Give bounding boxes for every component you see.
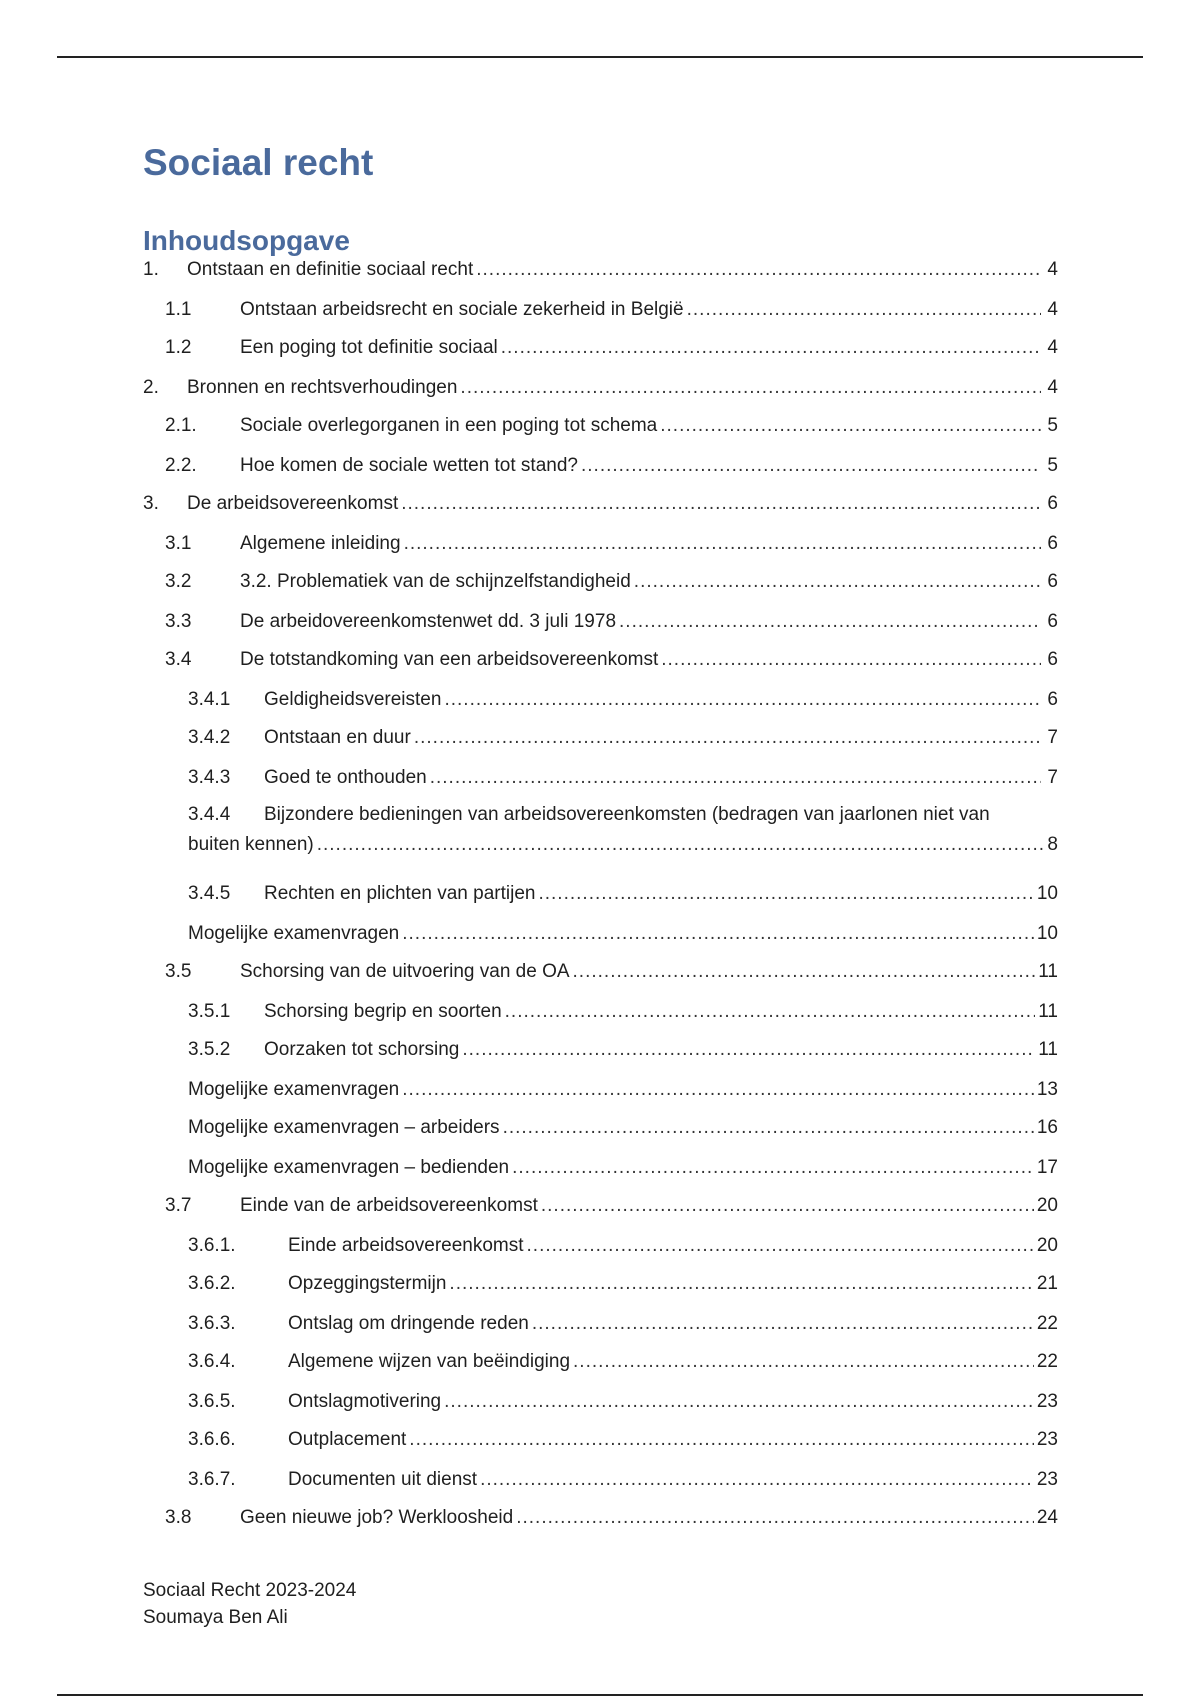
toc-dot-leader (541, 1194, 1034, 1218)
toc-entry[interactable] (143, 1312, 1058, 1336)
toc-entry-page: 6 (1047, 611, 1058, 632)
toc-dot-leader (444, 1390, 1034, 1414)
toc-dot-leader (661, 648, 1041, 672)
toc-entry-title: Schorsing van de uitvoering van de OA (240, 961, 570, 982)
toc-entry[interactable] (143, 610, 1058, 634)
toc-entry-title: Bijzondere bedieningen van arbeidsovereenkomsten (bedragen van jaarlonen niet van (264, 804, 990, 825)
toc-entry[interactable] (143, 1506, 1058, 1530)
toc-entry-number: 3.6.2. (188, 1273, 236, 1294)
toc-entry-number: 3.4.1 (188, 689, 231, 710)
document-title: Sociaal recht (143, 142, 374, 183)
toc-entry-title: Schorsing begrip en soorten (264, 1001, 502, 1022)
toc-entry-title: Mogelijke examenvragen (188, 1079, 400, 1100)
footer-author-line: Soumaya Ben Ali (143, 1607, 288, 1628)
toc-dot-leader (317, 830, 1045, 860)
footer-course-line: Sociaal Recht 2023-2024 (143, 1580, 357, 1601)
toc-entry[interactable] (143, 532, 1058, 556)
toc-dot-leader (402, 1078, 1034, 1102)
page-footer (143, 1577, 356, 1631)
toc-entry[interactable] (143, 1000, 1058, 1024)
toc-entry-number: 3.6.5. (188, 1391, 236, 1412)
toc-entry-page: 5 (1047, 415, 1058, 436)
toc-entry[interactable] (143, 1116, 1058, 1140)
toc-entry-page: 17 (1036, 1157, 1058, 1178)
toc-dot-leader (480, 1468, 1034, 1492)
toc-entry-title: De totstandkoming van een arbeidsovereenkomst (240, 649, 659, 670)
toc-entry-title: Bronnen en rechtsverhoudingen (187, 377, 458, 398)
toc-entry-page: 4 (1047, 259, 1058, 280)
toc-entry-page: 11 (1038, 1001, 1058, 1022)
toc-entry-page: 6 (1047, 649, 1058, 670)
toc-dot-leader (634, 570, 1041, 594)
toc-entry-page: 23 (1036, 1391, 1058, 1412)
toc-entry-number: 3.7 (165, 1195, 192, 1216)
toc-entry-title: Mogelijke examenvragen (188, 923, 400, 944)
toc-entry[interactable] (143, 688, 1058, 712)
toc-entry-title: Goed te onthouden (264, 767, 427, 788)
toc-dot-leader (409, 1428, 1034, 1452)
toc-entry-page: 24 (1036, 1507, 1058, 1528)
toc-entry[interactable] (143, 960, 1058, 984)
toc-entry-page: 13 (1036, 1079, 1058, 1100)
toc-entry-line (188, 800, 1058, 830)
toc-entry-title: Ontslagmotivering (288, 1391, 442, 1412)
toc-dot-leader (462, 1038, 1035, 1062)
toc-entry[interactable] (143, 298, 1058, 322)
toc-entry-page: 21 (1036, 1273, 1058, 1294)
toc-entry[interactable] (143, 922, 1058, 946)
toc-entry-title: Geldigheidsvereisten (264, 689, 442, 710)
toc-entry-title: Algemene inleiding (240, 533, 401, 554)
toc-entry-title: Rechten en plichten van partijen (264, 883, 536, 904)
toc-dot-leader (402, 922, 1034, 946)
toc-entry-title: De arbeidovereenkomstenwet dd. 3 juli 1978 (240, 611, 617, 632)
toc-entry[interactable] (143, 882, 1058, 906)
toc-dot-leader (581, 454, 1041, 478)
toc-entry-number: 3.8 (165, 1507, 192, 1528)
toc-entry-title: Ontslag om dringende reden (288, 1313, 529, 1334)
toc-entry-number: 3.2 (165, 571, 192, 592)
toc-entry-number: 1.1 (165, 299, 192, 320)
toc-heading: Inhoudsopgave (143, 225, 350, 256)
toc-entry-page: 20 (1036, 1235, 1058, 1256)
toc-entry-number: 2. (143, 377, 159, 398)
toc-entry[interactable] (143, 1272, 1058, 1296)
toc-entry-title: Ontstaan en duur (264, 727, 411, 748)
toc-entry[interactable] (143, 800, 1058, 860)
toc-dot-leader (501, 336, 1041, 360)
toc-entry[interactable] (143, 1234, 1058, 1258)
toc-dot-leader (660, 414, 1041, 438)
toc-dot-leader (503, 1116, 1034, 1140)
toc-entry-page: 23 (1036, 1469, 1058, 1490)
toc-entry[interactable] (143, 376, 1058, 400)
toc-entry-title: Ontstaan arbeidsrecht en sociale zekerheid in België (240, 299, 684, 320)
toc-entry-page: 6 (1047, 571, 1058, 592)
toc-entry-page: 11 (1038, 961, 1058, 982)
toc-dot-leader (505, 1000, 1036, 1024)
toc-entry-number: 3.6.1. (188, 1235, 236, 1256)
toc-entry-page: 16 (1036, 1117, 1058, 1138)
toc-entry-page: 6 (1047, 689, 1058, 710)
toc-entry[interactable] (143, 258, 1058, 282)
toc-entry[interactable] (143, 492, 1058, 516)
toc-dot-leader (430, 766, 1041, 790)
toc-entry-page: 10 (1036, 883, 1058, 904)
toc-entry-title: De arbeidsovereenkomst (187, 493, 399, 514)
toc-entry-number: 3.6.7. (188, 1469, 236, 1490)
toc-entry-page: 4 (1047, 337, 1058, 358)
toc-dot-leader (401, 492, 1041, 516)
toc-dot-leader (573, 1350, 1034, 1374)
toc-entry-number: 3.4.5 (188, 883, 231, 904)
toc-dot-leader (449, 1272, 1033, 1296)
toc-entry-number: 3. (143, 493, 159, 514)
toc-entry-title: Einde arbeidsovereenkomst (288, 1235, 524, 1256)
toc-entry-page: 6 (1047, 533, 1058, 554)
toc-entry-title: Algemene wijzen van beëindiging (288, 1351, 571, 1372)
toc-entry[interactable] (143, 726, 1058, 750)
toc-dot-leader (538, 882, 1033, 906)
toc-entry-title: Ontstaan en definitie sociaal recht (187, 259, 474, 280)
toc-entry[interactable] (143, 648, 1058, 672)
toc-entry-number: 3.5.1 (188, 1001, 231, 1022)
toc-entry-number: 2.2. (165, 455, 197, 476)
toc-entry-number: 3.4.4 (188, 804, 231, 825)
toc-dot-leader (444, 688, 1041, 712)
toc-dot-leader (527, 1234, 1034, 1258)
toc-entry[interactable] (143, 414, 1058, 438)
toc-entry-page: 4 (1047, 299, 1058, 320)
toc-entry-title: Einde van de arbeidsovereenkomst (240, 1195, 538, 1216)
toc-entry[interactable] (143, 1390, 1058, 1414)
toc-entry-title: Hoe komen de sociale wetten tot stand? (240, 455, 578, 476)
toc-dot-leader (573, 960, 1036, 984)
toc-dot-leader (460, 376, 1041, 400)
toc-entry-number: 3.3 (165, 611, 192, 632)
toc-dot-leader (414, 726, 1041, 750)
toc-entry-page: 7 (1047, 727, 1058, 748)
toc-entry-title: Geen nieuwe job? Werkloosheid (240, 1507, 514, 1528)
toc-entry-number: 1.2 (165, 337, 192, 358)
toc-dot-leader (619, 610, 1041, 634)
toc-entry-title: Een poging tot definitie sociaal (240, 337, 498, 358)
toc-entry-page: 4 (1047, 377, 1058, 398)
toc-entry-page: 7 (1047, 767, 1058, 788)
toc-entry-title: Oorzaken tot schorsing (264, 1039, 460, 1060)
toc-entry-number: 3.1 (165, 533, 192, 554)
toc-entry-number: 3.6.3. (188, 1313, 236, 1334)
toc-entry[interactable] (143, 1078, 1058, 1102)
toc-entry[interactable] (143, 570, 1058, 594)
toc-entry-number: 3.4.3 (188, 767, 231, 788)
toc-entry[interactable] (143, 336, 1058, 360)
toc-entry-page: 23 (1036, 1429, 1058, 1450)
toc-entry-number: 3.4 (165, 649, 192, 670)
toc-entry-title-continued: buiten kennen) (188, 834, 314, 855)
toc-entry-number: 3.5.2 (188, 1039, 231, 1060)
toc-entry-number: 2.1. (165, 415, 197, 436)
toc-entry-title: Mogelijke examenvragen – arbeiders (188, 1117, 500, 1138)
toc-dot-leader (404, 532, 1041, 556)
toc-entry[interactable] (143, 1038, 1058, 1062)
toc-entry[interactable] (143, 1428, 1058, 1452)
toc-entry-number: 3.4.2 (188, 727, 231, 748)
toc-entry-page: 10 (1036, 923, 1058, 944)
toc-entry-page: 6 (1047, 493, 1058, 514)
toc-dot-leader (476, 258, 1041, 282)
toc-entry-title: Sociale overlegorganen in een poging tot schema (240, 415, 658, 436)
toc-entry-page: 8 (1047, 834, 1058, 855)
toc-entry[interactable] (143, 454, 1058, 478)
toc-entry-page: 5 (1047, 455, 1058, 476)
toc-entry-number: 3.6.4. (188, 1351, 236, 1372)
toc-entry[interactable] (143, 1350, 1058, 1374)
toc-dot-leader (687, 298, 1041, 322)
toc-entry[interactable] (143, 1156, 1058, 1180)
toc-dot-leader (532, 1312, 1034, 1336)
toc-entry-number: 3.6.6. (188, 1429, 236, 1450)
toc-entry-title: Mogelijke examenvragen – bedienden (188, 1157, 510, 1178)
toc-entry-page: 22 (1036, 1313, 1058, 1334)
toc-entry-title: Opzeggingstermijn (288, 1273, 447, 1294)
toc-entry-page: 22 (1036, 1351, 1058, 1372)
header-rule (57, 56, 1143, 58)
toc-entry-title: Documenten uit dienst (288, 1469, 478, 1490)
toc-entry-title: Outplacement (288, 1429, 407, 1450)
toc-entry-number: 1. (143, 259, 159, 280)
document-page (143, 140, 1058, 1528)
toc-entry-number: 3.5 (165, 961, 192, 982)
toc-entry[interactable] (143, 766, 1058, 790)
footer-rule (57, 1694, 1143, 1696)
toc-entry[interactable] (143, 1194, 1058, 1218)
toc-dot-leader (512, 1156, 1034, 1180)
toc-entry-page: 20 (1036, 1195, 1058, 1216)
toc-entry-title: 3.2. Problematiek van de schijnzelfstandigheid (240, 571, 631, 592)
toc-entry-line (188, 830, 1058, 860)
toc-entry-page: 11 (1038, 1039, 1058, 1060)
toc-dot-leader (516, 1506, 1034, 1530)
toc-entry[interactable] (143, 1468, 1058, 1492)
